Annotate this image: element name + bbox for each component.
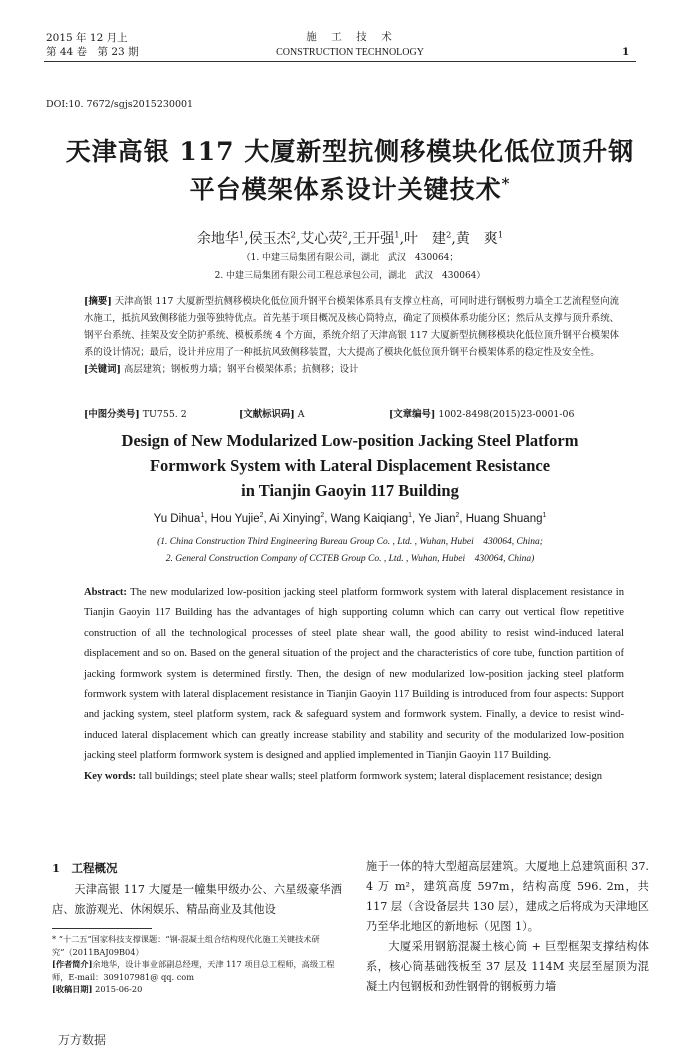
page-number: 1 [622,46,630,58]
footnote-date: [收稿日期] 2015-06-20 [52,984,143,994]
journal-name-cn: 施 工 技 术 [306,31,394,43]
title-en-line1: Design of New Modularized Low-position Jacking Steel Platform [121,431,579,450]
affiliation-en-1: (1. China Construction Third Engineering Bureau Group Co. , Ltd. , Wuhan, Hubei 430064, China; [157,537,543,547]
journal-name-en: CONSTRUCTION TECHNOLOGY [276,47,424,58]
affiliation-en-2: 2. General Construction Company of CCTEB Group Co. , Ltd. , Wuhan, Hubei 430064, China) [165,554,535,564]
section-1-left-text: 天津高银 117 大厦是一幢集甲级办公、六星级豪华酒店、旅游观光、休闲娱乐、精品商业及其他设 [52,883,342,916]
footnote-author: [作者简介]余地华，设计事业部副总经理，天津 117 项目总工程师，高级工程师，E-mail：309107981@ qq. com [52,959,335,982]
volume-issue: 第 44 卷 第 23 期 [46,46,139,58]
title-cn-line2: 平台模架体系设计关键技术* [189,174,511,204]
affiliation-cn-1: （1. 中建三局集团有限公司，湖北 武汉 430064； [241,253,459,263]
section-1-right-text: 施于一体的特大型超高层建筑。大厦地上总建筑面积 37. 4 万 m²，建筑高度 597m，结构高度 596. 2m，共 117 层（含设备层共 130 层），建成之后将成为天津地区乃至华北地区的新地标（见图 1）。 大厦采用钢筋混凝土核心筒 + 巨型框架支撑结构体系，核心筒基础筏板至 37 层及 114M 夹层至屋顶为混凝土内包钢板和劲性钢骨的钢板剪力墙 [366,860,649,993]
doi: DOI:10. 7672/sgjs2015230001 [46,99,194,110]
keywords-en: tall buildings; steel plate shear walls; steel platform formwork system; lateral displacement resistance; design [138,770,603,782]
footnote-fund: * “十二五”国家科技支撑课题：“钢-混凝土组合结构现代化施工关键技术研究”（2011BAJ09B04） [52,934,320,957]
title-en-line3: in Tianjin Gaoyin 117 Building [241,481,459,500]
title-en-line2: Formwork System with Lateral Displacement Resistance [149,456,551,475]
authors-en: Yu Dihua$^1$, Hou Yujie$^2$, Ai Xinying$^2$, Wang Kaiqiang$^1$, Ye Jian$^2$, Huang Shuang$^1$ [153,512,547,525]
footnote-rule [52,928,152,929]
title-footnote-mark: * [501,174,511,193]
keywords-cn: 高层建筑；钢板剪力墙；钢平台模架体系；抗侧移；设计 [123,364,359,375]
affiliation-cn-2: 2. 中建三局集团有限公司工程总承包公司，湖北 武汉 430064） [214,271,486,281]
watermark: 万方数据 [58,1033,107,1047]
classification-line: [中图分类号] TU755. 2 [文献标识码] A [文章编号] 1002-8498(2015)23-0001-06 [84,409,575,420]
abstract-cn: [摘要] 天津高银 117 大厦新型抗侧移模块化低位顶升钢平台模架体系具有支撑立柱高，可同时进行钢板剪力墙全工艺流程竖向流水施工，抵抗风致侧移能力强等独特优点。首先基于项目概况及核心筒特点，确定了顶模体系功能分区；然后从支撑与顶升系统、钢平台系统、挂架及安全防护系统、模板系统 4 个方面，系统介绍了天津高银 117 大厦新型抗侧移模块化低位顶升钢平台模架体系的设计情况；最后，设计并应用了一种抵抗风致侧移装置，大大提高了模块化低位顶升钢平台模架体系的稳定性及安全性。 [关键词] 高层建筑；钢板剪力墙；钢平台模架体系；抗侧移；设计 [84,296,620,375]
header-rule [44,61,636,62]
abstract-en: Abstract: The new modularized low-position jacking steel platform formwork system with lateral displacement resistance in Tianjin Gaoyin 117 Building has the advantages of high supporting column which can carry out vertical flow repetitive construction of all the technological processes of steel plate shear wall, the good ability to resist wind-induced lateral displacement and so on. Based on the general situation of the project and the characteristics of core tube, function partition of jacking formwork system is determined firstly. Then, the design of new modularized low-position jacking steel platform formwork system with lateral displacement resistance in Tianjin Gaoyin 117 Building is introduced from four aspects: Support and jacking system, steel platform system, rack & safeguard system and formwork system. Finally, a device to resist wind-induced lateral displacement which can greatly increase stability and stability and security of the modularized low-position jacking steel platform formwork system is designed and applied implemented in Tianjin Gaoyin 117 Building. Key words: tall buildings; steel plate shear walls; steel platform formwork system; lateral displacement resistance; design [84,587,624,782]
issue-date: 2015 年 12 月上 [46,32,128,44]
title-cn-line1: 天津高银 117 大厦新型抗侧移模块化低位顶升钢 [65,137,635,166]
footnotes [52,933,342,996]
authors-cn: 余地华$^1$,侯玉杰$^2$,艾心荧$^2$,王开强$^1$,叶 建$^2$,黄 爽$^1$ [196,229,504,247]
section-1-heading: 1 工程概况 [52,861,118,875]
